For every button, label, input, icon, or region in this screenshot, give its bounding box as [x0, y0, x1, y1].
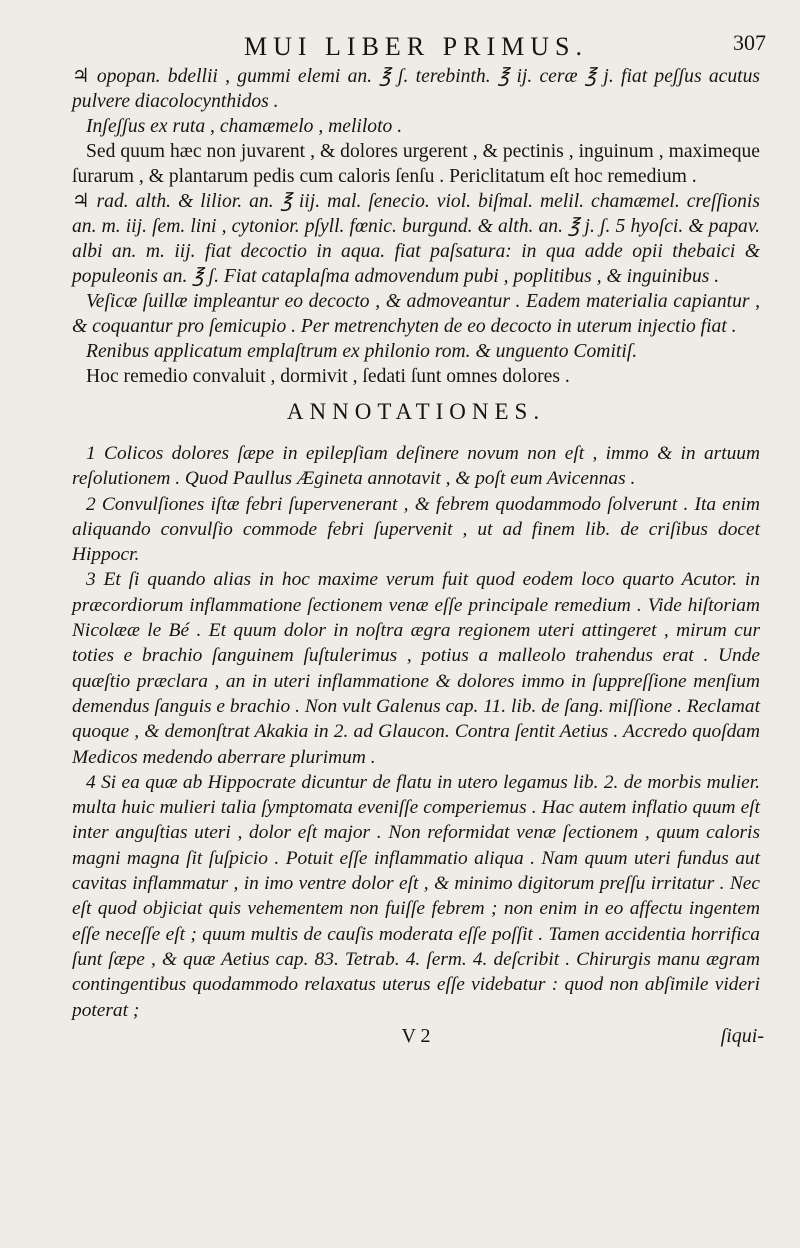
annotation-4: 4 Si ea quæ ab Hippocrate dicuntur de flatu in utero legamus lib. 2. de morbis mulier. multa huic mulieri talia ſymptomata eveniſſe comperiemus . Hac autem inflatio quum eſt inter anguſtias uteri , dolor eſt major . Non reformidat venæ ſectionem , quum caloris magni magna ſit ſuſpicio . Potuit eſſe inflammatio aliqua . Nam quum uteri fundus aut cavitas inflammatur , in imo ventre dolor eſt , & minimo digitorum preſſu irritatur . Nec eſt quod objiciat quis vehementem non fuiſſe febrem ; non enim in eo affectu ingentem eſſe neceſſe eſt ; quum multis de cauſis moderata eſſe poſſit . Tamen accidentia horrifica ſunt ſæpe , & quæ Aetius cap. 83. Tetrab. 4. ſerm. 4. deſcribit . Chirurgis manu ægram contingentibus quodammodo relaxatus uterus eſſe videbatur : quod non abſimile videri poterat ;: [72, 771, 760, 1021]
signature-mark: V 2: [401, 1024, 431, 1047]
annotation-3: 3 Et ſi quando alias in hoc maxime verum fuit quod eodem loco quarto Acutor. in præcordiorum inflammatione ſectionem venæ eſſe principale remedium . Vide hiſtoriam Nicolææ le Bé . Et quum dolor in noſtra ægra regionem uteri attingeret , mirum cur toties e brachio ſanguinem ſuſtulerimus , potius a malleolo trahendus erat . Unde quæſtio præclara , an in uteri inflammatione & dolores immo in ſuppreſſione menſium demendus ſanguis e brachio . Non vult Galenus cap. 11. lib. de ſang. miſſione . Reclamat quoque , & demonſtrat Akakia in 2. ad Glaucon. Contra ſentit Aetius . Accredo quoſdam Medicos medendo aberrare plurimum .: [72, 569, 760, 768]
annotation-2: 2 Convulſiones iſtæ febri ſupervenerant , & febrem quodammodo ſolverunt . Ita enim aliquando convulſio commode febri ſupervenit , ut ad finem lib. de criſibus docet Hippocr.: [72, 493, 760, 566]
running-title: MUI LIBER PRIMUS.: [244, 32, 588, 61]
catchword: ſiqui-: [720, 1024, 764, 1047]
prescription-althaea: ♃ rad. alth. & lilior. an. ℥ iij. mal. ſenecio. viol. biſmal. melil. chamæmel. creſſionis an. m. iij. ſem. lini , cytonior. pſyll. fœnic. burgund. & alth. an. ℥ j. ʃ. 5 hyoſci. & papav. albi an. m. iij. fiat decoctio in aqua. fiat paſsatura: in qua adde opii thebaici & populeonis an. ℥ ʃ. Fiat cataplaſma admovendum pubi , poplitibus , & inguinibus .: [72, 191, 760, 287]
insessus-line: Inʃeʃʃus ex ruta , chamæmelo , meliloto .: [86, 116, 403, 137]
renibus-line: Renibus applicatum emplaſtrum ex philonio rom. & unguento Comitiſ.: [86, 341, 638, 362]
annotation-1: 1 Colicos dolores ſæpe in epilepſiam deſinere novum non eſt , immo & in artuum reſolutionem . Quod Paullus Ægineta annotavit , & poſt eum Avicennas .: [72, 443, 760, 490]
prescription-opopanax: ♃ opopan. bdellii , gummi elemi an. ℥ ʃ. terebinth. ℥ ij. ceræ ℥ j. fiat peʃʃus acutus pulvere diacolocynthidos .: [72, 66, 760, 112]
page-header: [72, 28, 766, 64]
vesicae-line: Veſicæ ſuillæ impleantur eo decocto , & admoveantur . Eadem materialia capiantur , & coquantur pro ſemicupio . Per metrenchyten de eo decocto in uterum injectio fiat .: [72, 291, 760, 337]
page-number: 307: [733, 30, 766, 55]
page-footer: [72, 1024, 764, 1048]
annotations-list: [72, 441, 760, 1023]
conclusion-line: Hoc remedio convaluit , dormivit , ſedati ſunt omnes dolores .: [86, 366, 570, 387]
body-paragraph: Sed quum hæc non juvarent , & dolores urgerent , & pectinis , inguinum , maximeque ſurarum , & plantarum pedis cum caloris ſenſu . Periclitatum eſt hoc remedium .: [72, 141, 760, 187]
section-title: ANNOTATIONES.: [286, 399, 546, 424]
